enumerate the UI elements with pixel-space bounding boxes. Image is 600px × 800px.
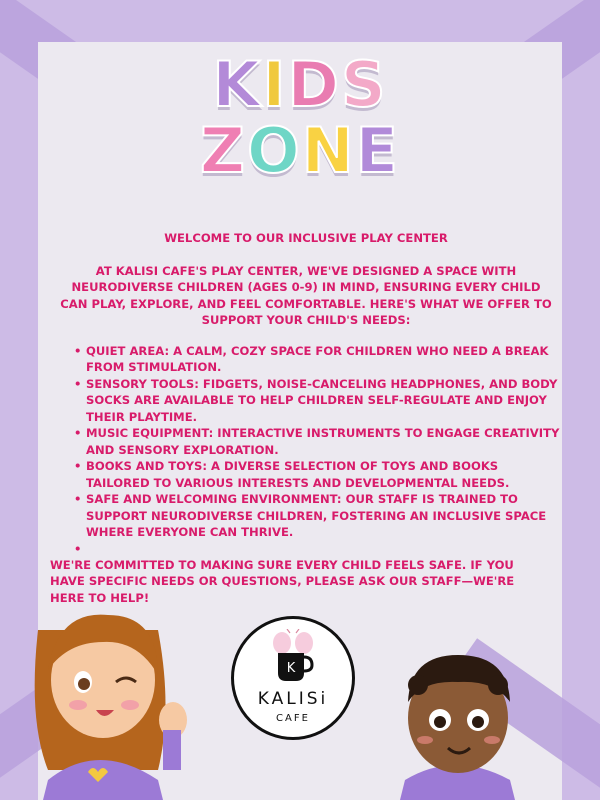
logo-subtitle: CAFE <box>276 713 310 724</box>
title-letter-n: N <box>301 114 356 187</box>
offer-item-safe-environment: • SAFE AND WELCOMING ENVIRONMENT: OUR STAFF IS TRAINED TO SUPPORT NEURODIVERSE CHILDREN, FOSTERING AN INCLUSIVE SPACE WHERE EVERYONE CAN THRIVE. <box>74 491 562 541</box>
offer-item-empty <box>74 541 562 557</box>
kalisi-cafe-logo <box>231 616 355 740</box>
offer-list <box>50 343 562 557</box>
title-letter-i: I <box>262 48 288 121</box>
welcome-heading: WELCOME TO OUR INCLUSIVE PLAY CENTER <box>164 231 448 245</box>
title-letter-d: D <box>287 48 341 121</box>
title-letter-s: S <box>340 48 388 121</box>
outro-paragraph: WE'RE COMMITTED TO MAKING SURE EVERY CHILD FEELS SAFE. IF YOU HAVE SPECIFIC NEEDS OR QUESTIONS, PLEASE ASK OUR STAFF—WE'RE HERE TO HELP! <box>50 557 515 605</box>
offer-item-sensory-tools: • SENSORY TOOLS: FIDGETS, NOISE-CANCELING HEADPHONES, AND BODY SOCKS ARE AVAILABLE TO HELP CHILDREN SELF-REGULATE AND ENJOY THEIR PLAYTIME. <box>74 376 562 426</box>
kids-zone-title <box>38 48 562 187</box>
offer-item-books-toys: • BOOKS AND TOYS: A DIVERSE SELECTION OF TOYS AND BOOKS TAILORED TO VARIOUS INTERESTS AND DEVELOPMENTAL NEEDS. <box>74 458 562 491</box>
title-letter-k: K <box>212 48 263 121</box>
boy-illustration <box>370 630 540 800</box>
logo-name: KALISi <box>257 689 329 709</box>
title-letter-o: O <box>247 114 302 187</box>
coffee-cup-icon <box>272 629 314 685</box>
offer-item-music-equipment: • MUSIC EQUIPMENT: INTERACTIVE INSTRUMENTS TO ENGAGE CREATIVITY AND SENSORY EXPLORATION. <box>74 425 562 458</box>
flyer-body <box>50 230 562 606</box>
girl-illustration <box>8 570 198 800</box>
title-line-zone <box>38 114 562 187</box>
svg-text:K: K <box>286 661 296 676</box>
title-letter-z: Z <box>200 114 247 187</box>
intro-paragraph: AT KALISI CAFE'S PLAY CENTER, WE'VE DESIGNED A SPACE WITH NEURODIVERSE CHILDREN (AGES 0-9) IN MIND, ENSURING EVERY CHILD CAN PLAY, EXPLORE, AND FEEL COMFORTABLE. HERE'S WHAT WE OFFER TO SUPPORT YOUR CHILD'S NEEDS: <box>60 263 552 327</box>
offer-item-quiet-area: • QUIET AREA: A CALM, COZY SPACE FOR CHILDREN WHO NEED A BREAK FROM STIMULATION. <box>74 343 562 376</box>
title-line-kids <box>38 48 562 121</box>
title-letter-e: E <box>355 114 400 187</box>
